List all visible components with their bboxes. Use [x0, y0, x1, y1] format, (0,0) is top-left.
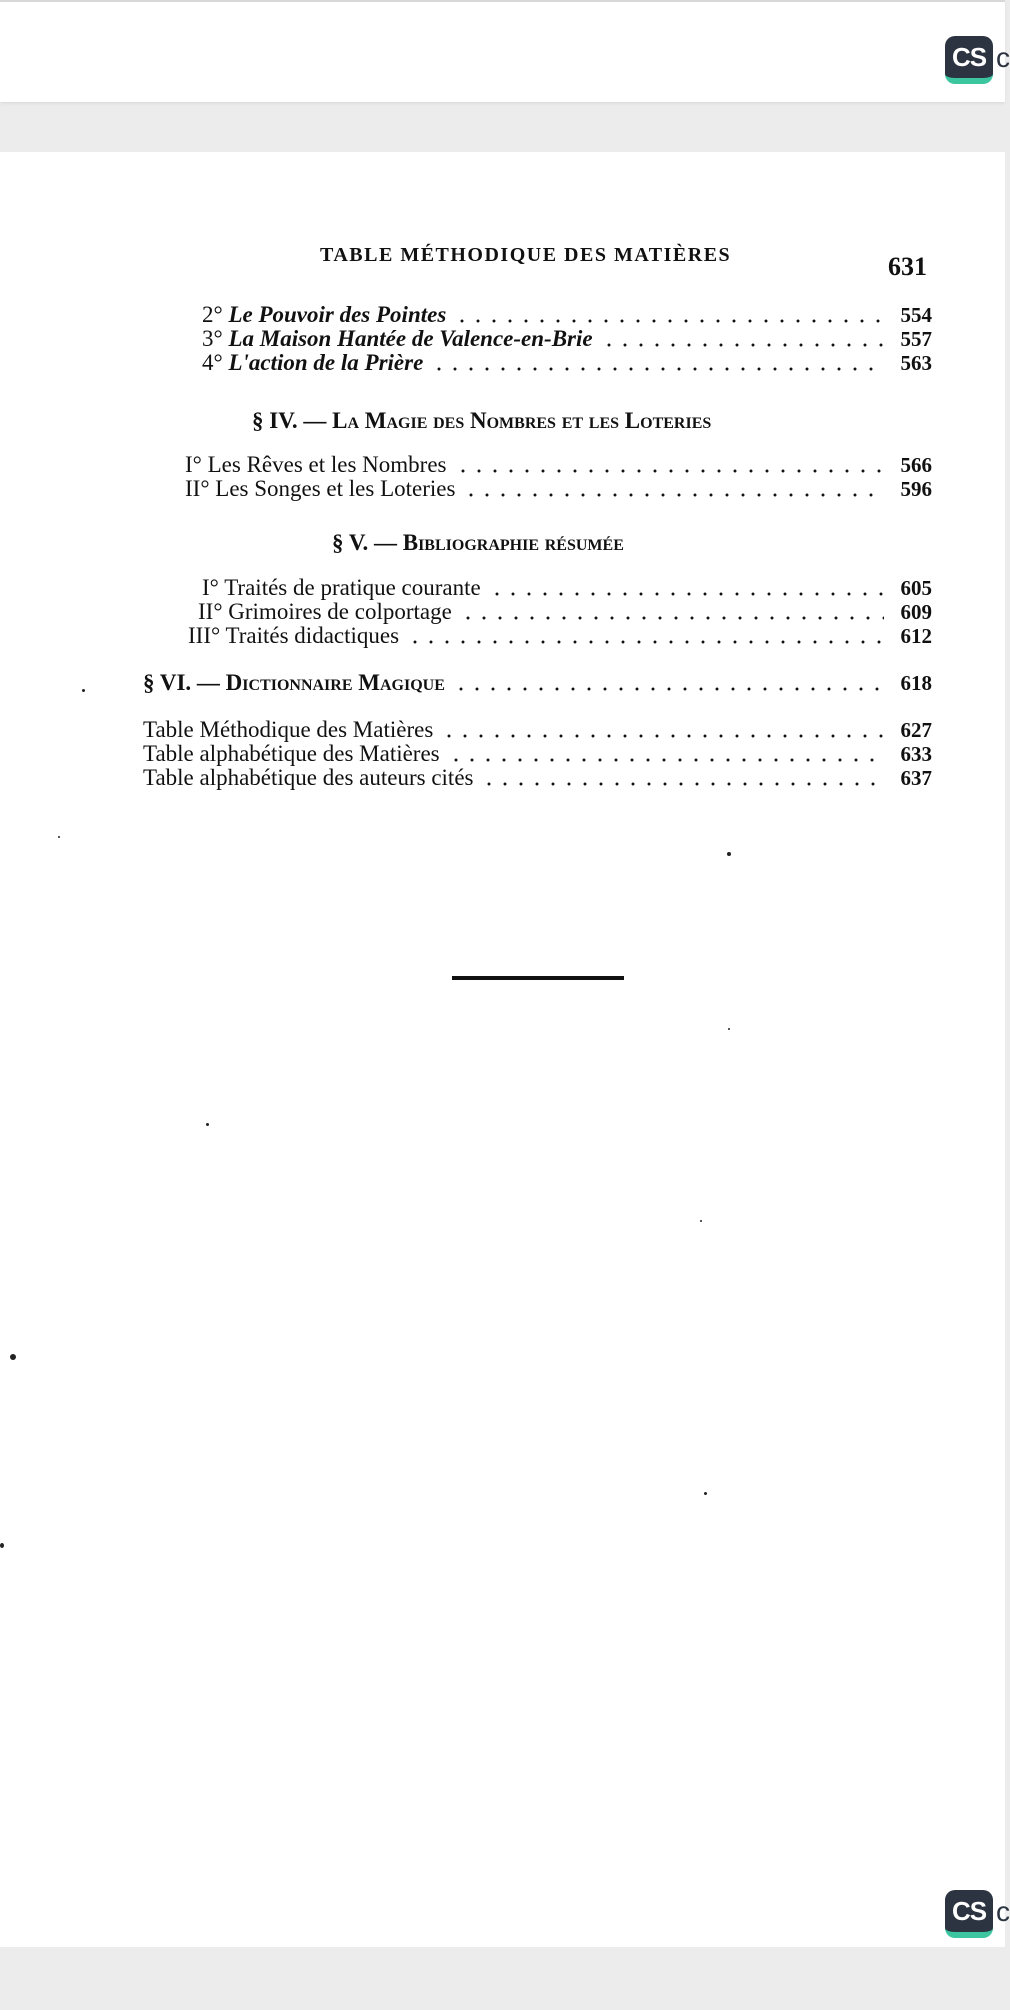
toc-entry — [143, 718, 932, 742]
toc-entry — [202, 303, 932, 327]
section-heading-v — [332, 530, 624, 556]
entry-page: 609 — [900, 600, 932, 624]
entry-num: 4° — [202, 350, 223, 375]
entry-num: 2° — [202, 302, 223, 327]
end-rule — [452, 976, 624, 980]
entry-page: 618 — [900, 671, 932, 695]
toc-entry — [188, 624, 932, 648]
running-head: TABLE MÉTHODIQUE DES MATIÈRES — [320, 244, 732, 266]
top-toolbar — [0, 0, 1010, 102]
dot-leader — [481, 782, 884, 786]
section-title: Dictionnaire Magique — [225, 670, 445, 695]
entry-page: 605 — [900, 576, 932, 600]
toc-entry — [185, 453, 932, 477]
badge-label: CS — [951, 1896, 987, 1926]
toc-entry — [143, 766, 932, 790]
dot-leader — [407, 640, 884, 644]
scan-speck — [10, 1354, 16, 1360]
entry-title: Le Pouvoir des Pointes — [228, 302, 447, 327]
toc-entry — [202, 576, 932, 600]
toc-entry — [202, 351, 932, 375]
entry-page: 633 — [900, 742, 932, 766]
entry-label: II° Les Songes et les Loteries — [185, 476, 456, 501]
entry-label: III° Traités didactiques — [188, 623, 400, 648]
scan-speck — [206, 1123, 209, 1126]
section-title: La Magie des Nombres et les Loteries — [332, 408, 712, 433]
entry-page: 563 — [900, 351, 932, 375]
toc-entry — [185, 477, 932, 501]
dot-leader — [431, 367, 884, 371]
dot-leader — [463, 493, 884, 497]
entry-title: L'action de la Prière — [228, 350, 424, 375]
section-mark: § V. — — [332, 530, 403, 555]
dot-leader — [448, 758, 884, 762]
dot-leader — [601, 343, 884, 347]
entry-label: II° Grimoires de colportage — [198, 599, 452, 624]
section-mark: § IV. — — [252, 408, 333, 433]
toc-entry — [198, 600, 932, 624]
entry-page: 557 — [900, 327, 932, 351]
badge-tail: c — [996, 42, 1010, 73]
dot-leader — [441, 734, 884, 738]
scan-speck — [700, 1220, 702, 1222]
section-title: Bibliographie résumée — [402, 530, 624, 555]
entry-label: Table alphabétique des Matières — [143, 741, 440, 766]
section-mark: § VI. — — [143, 670, 226, 695]
dot-leader — [453, 687, 884, 691]
entry-page: 554 — [900, 303, 932, 327]
entry-page: 566 — [900, 453, 932, 477]
entry-page: 596 — [900, 477, 932, 501]
document-page — [0, 152, 1005, 1947]
entry-page: 627 — [900, 718, 932, 742]
scan-speck — [82, 689, 85, 692]
scan-speck — [0, 1543, 4, 1548]
toc-entry — [143, 742, 932, 766]
section-heading-vi — [143, 671, 932, 695]
page-number: 631 — [888, 252, 927, 281]
dot-leader — [455, 469, 885, 473]
toc-entry — [202, 327, 932, 351]
badge-tail-bottom: c — [996, 1896, 1010, 1927]
section-heading-iv — [252, 408, 711, 434]
entry-page: 637 — [900, 766, 932, 790]
dot-leader — [454, 319, 884, 323]
entry-label: I° Traités de pratique courante — [202, 575, 481, 600]
scan-speck — [58, 836, 60, 838]
scan-speck — [728, 1028, 730, 1030]
dot-leader — [460, 616, 884, 620]
bottom-bar — [0, 1947, 1005, 2010]
camscanner-logo-icon[interactable] — [945, 36, 993, 84]
entry-label: Table Méthodique des Matières — [143, 717, 434, 742]
entry-page: 612 — [900, 624, 932, 648]
entry-label: Table alphabétique des auteurs cités — [143, 765, 474, 790]
scan-speck — [727, 852, 731, 856]
badge-label: CS — [951, 42, 987, 72]
scan-speck — [704, 1492, 707, 1495]
entry-label: I° Les Rêves et les Nombres — [185, 452, 447, 477]
entry-title: La Maison Hantée de Valence-en-Brie — [228, 326, 593, 351]
entry-num: 3° — [202, 326, 223, 351]
camscanner-logo-icon-bottom[interactable] — [945, 1890, 993, 1938]
dot-leader — [489, 592, 884, 596]
